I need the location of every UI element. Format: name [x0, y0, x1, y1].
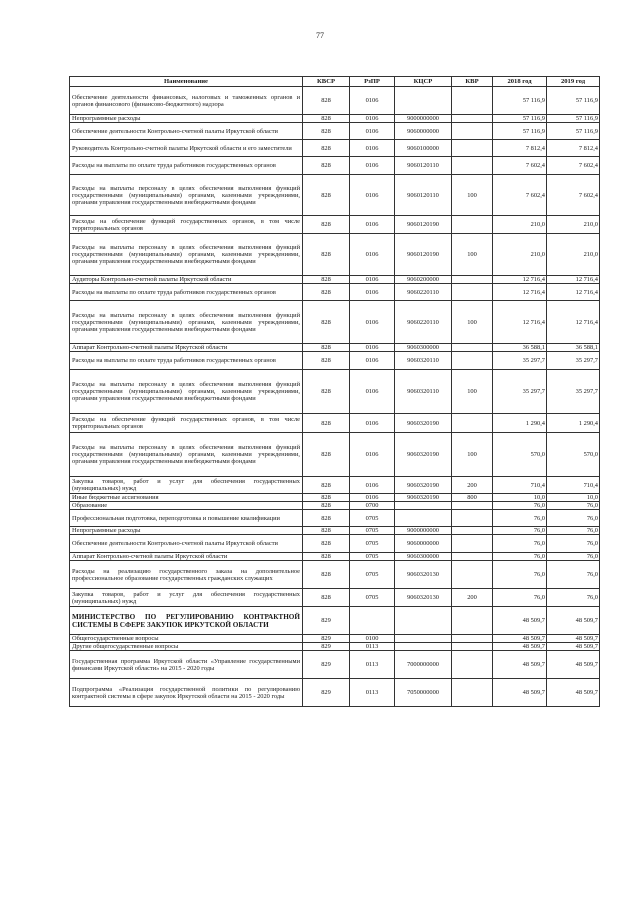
cell-kvr: [452, 284, 493, 301]
cell-kcsr: [395, 635, 452, 643]
cell-name: Аппарат Контрольно-счетной палаты Иркутской области: [70, 553, 303, 561]
cell-kcsr: 9060200000: [395, 276, 452, 284]
cell-kvsr: 828: [303, 589, 350, 607]
cell-name: Расходы на выплаты персоналу в целях обеспечения выполнения функций государственными (муниципальными) органами, казенными учреждениями, органами управления государственными внебюджетными фондами: [70, 301, 303, 344]
cell-kvr: [452, 344, 493, 352]
cell-kvsr: 828: [303, 284, 350, 301]
table-row: [70, 477, 600, 494]
cell-kvsr: 828: [303, 510, 350, 527]
cell-y2018: 210,0: [493, 234, 547, 276]
cell-y2018: 76,0: [493, 502, 547, 510]
cell-kvsr: 828: [303, 352, 350, 370]
cell-rzpr: 0705: [350, 589, 395, 607]
table-row: [70, 433, 600, 477]
cell-y2018: 76,0: [493, 527, 547, 535]
cell-y2019: 35 297,7: [547, 352, 600, 370]
cell-y2018: 76,0: [493, 589, 547, 607]
cell-kvsr: 828: [303, 414, 350, 433]
cell-kvr: [452, 635, 493, 643]
cell-y2019: 10,0: [547, 494, 600, 502]
cell-y2019: 57 116,9: [547, 123, 600, 140]
cell-rzpr: 0705: [350, 510, 395, 527]
header-2018: 2018 год: [493, 77, 547, 87]
table-row: [70, 607, 600, 635]
cell-kvsr: 828: [303, 175, 350, 216]
cell-kvsr: 828: [303, 87, 350, 115]
table-row: [70, 301, 600, 344]
cell-kvsr: 828: [303, 344, 350, 352]
cell-kvsr: 828: [303, 535, 350, 553]
cell-rzpr: 0106: [350, 115, 395, 123]
cell-kvr: [452, 643, 493, 651]
cell-name: Расходы на обеспечение функций государственных органов, в том числе территориальных органов: [70, 414, 303, 433]
cell-kvr: [452, 123, 493, 140]
cell-rzpr: 0106: [350, 370, 395, 414]
cell-name: Расходы на выплаты персоналу в целях обеспечения выполнения функций государственными (муниципальными) органами, казенными учреждениями, органами управления государственными внебюджетными фондами: [70, 175, 303, 216]
table-row: [70, 370, 600, 414]
cell-y2019: 76,0: [547, 589, 600, 607]
cell-y2018: 12 716,4: [493, 276, 547, 284]
cell-y2018: 12 716,4: [493, 301, 547, 344]
table-row: [70, 87, 600, 115]
cell-kvr: [452, 216, 493, 234]
cell-kvr: [452, 502, 493, 510]
cell-kcsr: 9060120190: [395, 216, 452, 234]
table-row: [70, 216, 600, 234]
cell-kcsr: 9060120190: [395, 234, 452, 276]
cell-kvr: 100: [452, 370, 493, 414]
cell-name: Иные бюджетные ассигнования: [70, 494, 303, 502]
cell-y2018: 48 509,7: [493, 607, 547, 635]
cell-y2018: 570,0: [493, 433, 547, 477]
header-kvsr: КВСР: [303, 77, 350, 87]
cell-y2019: 76,0: [547, 553, 600, 561]
cell-rzpr: 0705: [350, 527, 395, 535]
cell-kvr: [452, 607, 493, 635]
cell-kcsr: [395, 607, 452, 635]
cell-kvsr: 828: [303, 115, 350, 123]
cell-kvsr: 829: [303, 679, 350, 707]
cell-kvsr: 828: [303, 433, 350, 477]
cell-name: Расходы на выплаты по оплате труда работников государственных органов: [70, 284, 303, 301]
cell-name: Профессиональная подготовка, переподготовка и повышение квалификации: [70, 510, 303, 527]
cell-y2018: 7 602,4: [493, 175, 547, 216]
table-row: [70, 510, 600, 527]
cell-name: Подпрограмма «Реализация государственной политики по регулированию контрактной системы в сфере закупок Иркутской области на 2015 - 2020 годы: [70, 679, 303, 707]
cell-name: Расходы на выплаты персоналу в целях обеспечения выполнения функций государственными (муниципальными) органами, казенными учреждениями, органами управления государственными внебюджетными фондами: [70, 370, 303, 414]
cell-kcsr: 7050000000: [395, 679, 452, 707]
cell-name: Общегосударственные вопросы: [70, 635, 303, 643]
cell-name: Образование: [70, 502, 303, 510]
cell-y2018: 57 116,9: [493, 123, 547, 140]
cell-y2019: 36 588,1: [547, 344, 600, 352]
cell-kcsr: 9060320190: [395, 414, 452, 433]
cell-kcsr: 9000000000: [395, 527, 452, 535]
cell-y2019: 570,0: [547, 433, 600, 477]
cell-name: Аудиторы Контрольно-счетной палаты Иркутской области: [70, 276, 303, 284]
cell-y2018: 7 812,4: [493, 140, 547, 157]
cell-kcsr: [395, 87, 452, 115]
cell-kcsr: 9060320130: [395, 589, 452, 607]
header-kvr: КВР: [452, 77, 493, 87]
cell-kvr: [452, 561, 493, 589]
table-row: [70, 494, 600, 502]
cell-name: МИНИСТЕРСТВО ПО РЕГУЛИРОВАНИЮ КОНТРАКТНОЙ СИСТЕМЫ В СФЕРЕ ЗАКУПОК ИРКУТСКОЙ ОБЛАСТИ: [70, 607, 303, 635]
cell-rzpr: 0106: [350, 216, 395, 234]
cell-y2018: 48 509,7: [493, 679, 547, 707]
cell-y2019: 48 509,7: [547, 651, 600, 679]
cell-y2019: 7 602,4: [547, 157, 600, 175]
cell-y2019: 35 297,7: [547, 370, 600, 414]
cell-rzpr: 0705: [350, 553, 395, 561]
cell-y2018: 35 297,7: [493, 370, 547, 414]
cell-kvr: [452, 157, 493, 175]
cell-kcsr: 9060320190: [395, 433, 452, 477]
cell-name: Расходы на выплаты персоналу в целях обеспечения выполнения функций государственными (муниципальными) органами, казенными учреждениями, органами управления государственными внебюджетными фондами: [70, 433, 303, 477]
cell-rzpr: 0106: [350, 175, 395, 216]
cell-y2019: 48 509,7: [547, 635, 600, 643]
table-row: [70, 115, 600, 123]
cell-kvr: [452, 553, 493, 561]
cell-y2019: 57 116,9: [547, 115, 600, 123]
cell-name: Обеспечение деятельности Контрольно-счетной палаты Иркутской области: [70, 123, 303, 140]
cell-y2018: 710,4: [493, 477, 547, 494]
cell-rzpr: 0106: [350, 352, 395, 370]
table-row: [70, 175, 600, 216]
cell-kcsr: [395, 643, 452, 651]
cell-y2019: 76,0: [547, 502, 600, 510]
table-row: [70, 589, 600, 607]
table-row: [70, 140, 600, 157]
cell-y2018: 76,0: [493, 535, 547, 553]
cell-y2018: 36 588,1: [493, 344, 547, 352]
cell-rzpr: 0106: [350, 344, 395, 352]
cell-y2018: 76,0: [493, 510, 547, 527]
budget-table: [69, 76, 600, 707]
cell-rzpr: 0106: [350, 414, 395, 433]
header-kcsr: КЦСР: [395, 77, 452, 87]
cell-kcsr: 9060000000: [395, 535, 452, 553]
cell-kcsr: 9060000000: [395, 123, 452, 140]
cell-y2018: 35 297,7: [493, 352, 547, 370]
cell-kcsr: 9000000000: [395, 115, 452, 123]
cell-y2018: 7 602,4: [493, 157, 547, 175]
cell-rzpr: 0106: [350, 433, 395, 477]
cell-name: Закупка товаров, работ и услуг для обеспечения государственных (муниципальных) нужд: [70, 589, 303, 607]
cell-kvr: [452, 140, 493, 157]
cell-kvr: 800: [452, 494, 493, 502]
cell-kvr: [452, 510, 493, 527]
cell-name: Другие общегосударственные вопросы: [70, 643, 303, 651]
cell-rzpr: 0113: [350, 679, 395, 707]
cell-rzpr: 0106: [350, 477, 395, 494]
table-header-row: [70, 77, 600, 87]
table-row: [70, 553, 600, 561]
cell-kvsr: 828: [303, 494, 350, 502]
cell-y2019: 12 716,4: [547, 284, 600, 301]
cell-kcsr: 9060320190: [395, 477, 452, 494]
cell-rzpr: 0106: [350, 301, 395, 344]
table-row: [70, 651, 600, 679]
cell-kvr: [452, 651, 493, 679]
cell-rzpr: 0700: [350, 502, 395, 510]
cell-kvsr: 828: [303, 276, 350, 284]
cell-rzpr: 0106: [350, 157, 395, 175]
page-number: 77: [316, 31, 324, 40]
cell-kvr: [452, 535, 493, 553]
header-name: Наименование: [70, 77, 303, 87]
cell-kvr: 100: [452, 433, 493, 477]
cell-kvr: 100: [452, 301, 493, 344]
table-row: [70, 561, 600, 589]
cell-name: Закупка товаров, работ и услуг для обеспечения государственных (муниципальных) нужд: [70, 477, 303, 494]
table-row: [70, 414, 600, 433]
cell-y2018: 48 509,7: [493, 643, 547, 651]
header-2019: 2019 год: [547, 77, 600, 87]
cell-name: Расходы на выплаты по оплате труда работников государственных органов: [70, 352, 303, 370]
cell-kvsr: 828: [303, 370, 350, 414]
cell-name: Непрограммные расходы: [70, 527, 303, 535]
cell-rzpr: 0106: [350, 140, 395, 157]
cell-kvr: 200: [452, 477, 493, 494]
cell-y2018: 57 116,9: [493, 115, 547, 123]
cell-kvr: [452, 352, 493, 370]
cell-name: Аппарат Контрольно-счетной палаты Иркутской области: [70, 344, 303, 352]
cell-kvr: 200: [452, 589, 493, 607]
table-row: [70, 527, 600, 535]
cell-kvsr: 828: [303, 216, 350, 234]
table-row: [70, 635, 600, 643]
cell-rzpr: 0705: [350, 535, 395, 553]
cell-name: Государственная программа Иркутской области «Управление государственными финансами Иркутской области» на 2015 - 2020 годы: [70, 651, 303, 679]
cell-kcsr: 7000000000: [395, 651, 452, 679]
cell-kvsr: 829: [303, 651, 350, 679]
cell-rzpr: 0113: [350, 651, 395, 679]
table-row: [70, 502, 600, 510]
table-row: [70, 352, 600, 370]
cell-kcsr: 9060220110: [395, 301, 452, 344]
table-row: [70, 123, 600, 140]
table-row: [70, 234, 600, 276]
table-row: [70, 157, 600, 175]
cell-kvsr: 828: [303, 477, 350, 494]
cell-y2019: 76,0: [547, 561, 600, 589]
cell-y2019: 48 509,7: [547, 643, 600, 651]
cell-kvr: [452, 87, 493, 115]
table-row: [70, 276, 600, 284]
table-row: [70, 284, 600, 301]
table-row: [70, 344, 600, 352]
cell-kcsr: 9060320110: [395, 370, 452, 414]
cell-y2019: 76,0: [547, 535, 600, 553]
cell-kvr: [452, 115, 493, 123]
cell-y2019: 210,0: [547, 216, 600, 234]
cell-y2018: 76,0: [493, 553, 547, 561]
cell-kvr: 100: [452, 175, 493, 216]
cell-y2019: 1 290,4: [547, 414, 600, 433]
cell-y2019: 76,0: [547, 510, 600, 527]
cell-kvsr: 828: [303, 140, 350, 157]
cell-y2018: 210,0: [493, 216, 547, 234]
cell-rzpr: 0106: [350, 123, 395, 140]
cell-kcsr: 9060100000: [395, 140, 452, 157]
cell-kvr: [452, 414, 493, 433]
cell-y2019: 7 812,4: [547, 140, 600, 157]
cell-y2018: 10,0: [493, 494, 547, 502]
cell-y2018: 76,0: [493, 561, 547, 589]
cell-kcsr: [395, 502, 452, 510]
cell-kcsr: 9060320130: [395, 561, 452, 589]
cell-rzpr: 0106: [350, 276, 395, 284]
cell-kcsr: 9060320190: [395, 494, 452, 502]
cell-name: Расходы на реализацию государственного заказа на дополнительное профессиональное образование государственных гражданских служащих: [70, 561, 303, 589]
cell-kcsr: 9060300000: [395, 344, 452, 352]
cell-kcsr: [395, 510, 452, 527]
cell-kcsr: 9060220110: [395, 284, 452, 301]
cell-kvsr: 828: [303, 123, 350, 140]
cell-y2018: 48 509,7: [493, 651, 547, 679]
cell-kcsr: 9060120110: [395, 157, 452, 175]
cell-kvsr: 828: [303, 527, 350, 535]
cell-y2019: 210,0: [547, 234, 600, 276]
cell-kvsr: 829: [303, 643, 350, 651]
cell-kvr: [452, 527, 493, 535]
cell-name: Руководитель Контрольно-счетной палаты Иркутской области и его заместители: [70, 140, 303, 157]
table-row: [70, 679, 600, 707]
cell-y2019: 12 716,4: [547, 301, 600, 344]
cell-y2018: 1 290,4: [493, 414, 547, 433]
cell-name: Непрограммные расходы: [70, 115, 303, 123]
cell-kvsr: 828: [303, 301, 350, 344]
cell-name: Обеспечение деятельности Контрольно-счетной палаты Иркутской области: [70, 535, 303, 553]
cell-rzpr: 0106: [350, 87, 395, 115]
header-rzpr: РзПР: [350, 77, 395, 87]
cell-rzpr: 0106: [350, 284, 395, 301]
cell-y2019: 57 116,9: [547, 87, 600, 115]
cell-y2019: 48 509,7: [547, 679, 600, 707]
cell-kvsr: 828: [303, 553, 350, 561]
cell-name: Обеспечение деятельности финансовых, налоговых и таможенных органов и органов финансового (финансово-бюджетного) надзора: [70, 87, 303, 115]
cell-y2019: 76,0: [547, 527, 600, 535]
cell-rzpr: 0705: [350, 561, 395, 589]
cell-kvsr: 828: [303, 234, 350, 276]
cell-rzpr: 0106: [350, 234, 395, 276]
cell-name: Расходы на выплаты по оплате труда работников государственных органов: [70, 157, 303, 175]
cell-kvsr: 829: [303, 607, 350, 635]
cell-kvr: 100: [452, 234, 493, 276]
cell-kvsr: 828: [303, 502, 350, 510]
cell-name: Расходы на выплаты персоналу в целях обеспечения выполнения функций государственными (муниципальными) органами, казенными учреждениями, органами управления государственными внебюджетными фондами: [70, 234, 303, 276]
cell-kvsr: 828: [303, 157, 350, 175]
cell-y2019: 710,4: [547, 477, 600, 494]
cell-rzpr: [350, 607, 395, 635]
cell-y2019: 7 602,4: [547, 175, 600, 216]
cell-rzpr: 0113: [350, 643, 395, 651]
cell-y2018: 48 509,7: [493, 635, 547, 643]
cell-rzpr: 0106: [350, 494, 395, 502]
table-row: [70, 643, 600, 651]
cell-y2019: 12 716,4: [547, 276, 600, 284]
cell-y2018: 57 116,9: [493, 87, 547, 115]
cell-kcsr: 9060300000: [395, 553, 452, 561]
cell-name: Расходы на обеспечение функций государственных органов, в том числе территориальных органов: [70, 216, 303, 234]
cell-y2019: 48 509,7: [547, 607, 600, 635]
cell-y2018: 12 716,4: [493, 284, 547, 301]
cell-kvsr: 828: [303, 561, 350, 589]
cell-rzpr: 0100: [350, 635, 395, 643]
cell-kvsr: 829: [303, 635, 350, 643]
cell-kcsr: 9060320110: [395, 352, 452, 370]
table-row: [70, 535, 600, 553]
cell-kvr: [452, 276, 493, 284]
cell-kvr: [452, 679, 493, 707]
cell-kcsr: 9060120110: [395, 175, 452, 216]
